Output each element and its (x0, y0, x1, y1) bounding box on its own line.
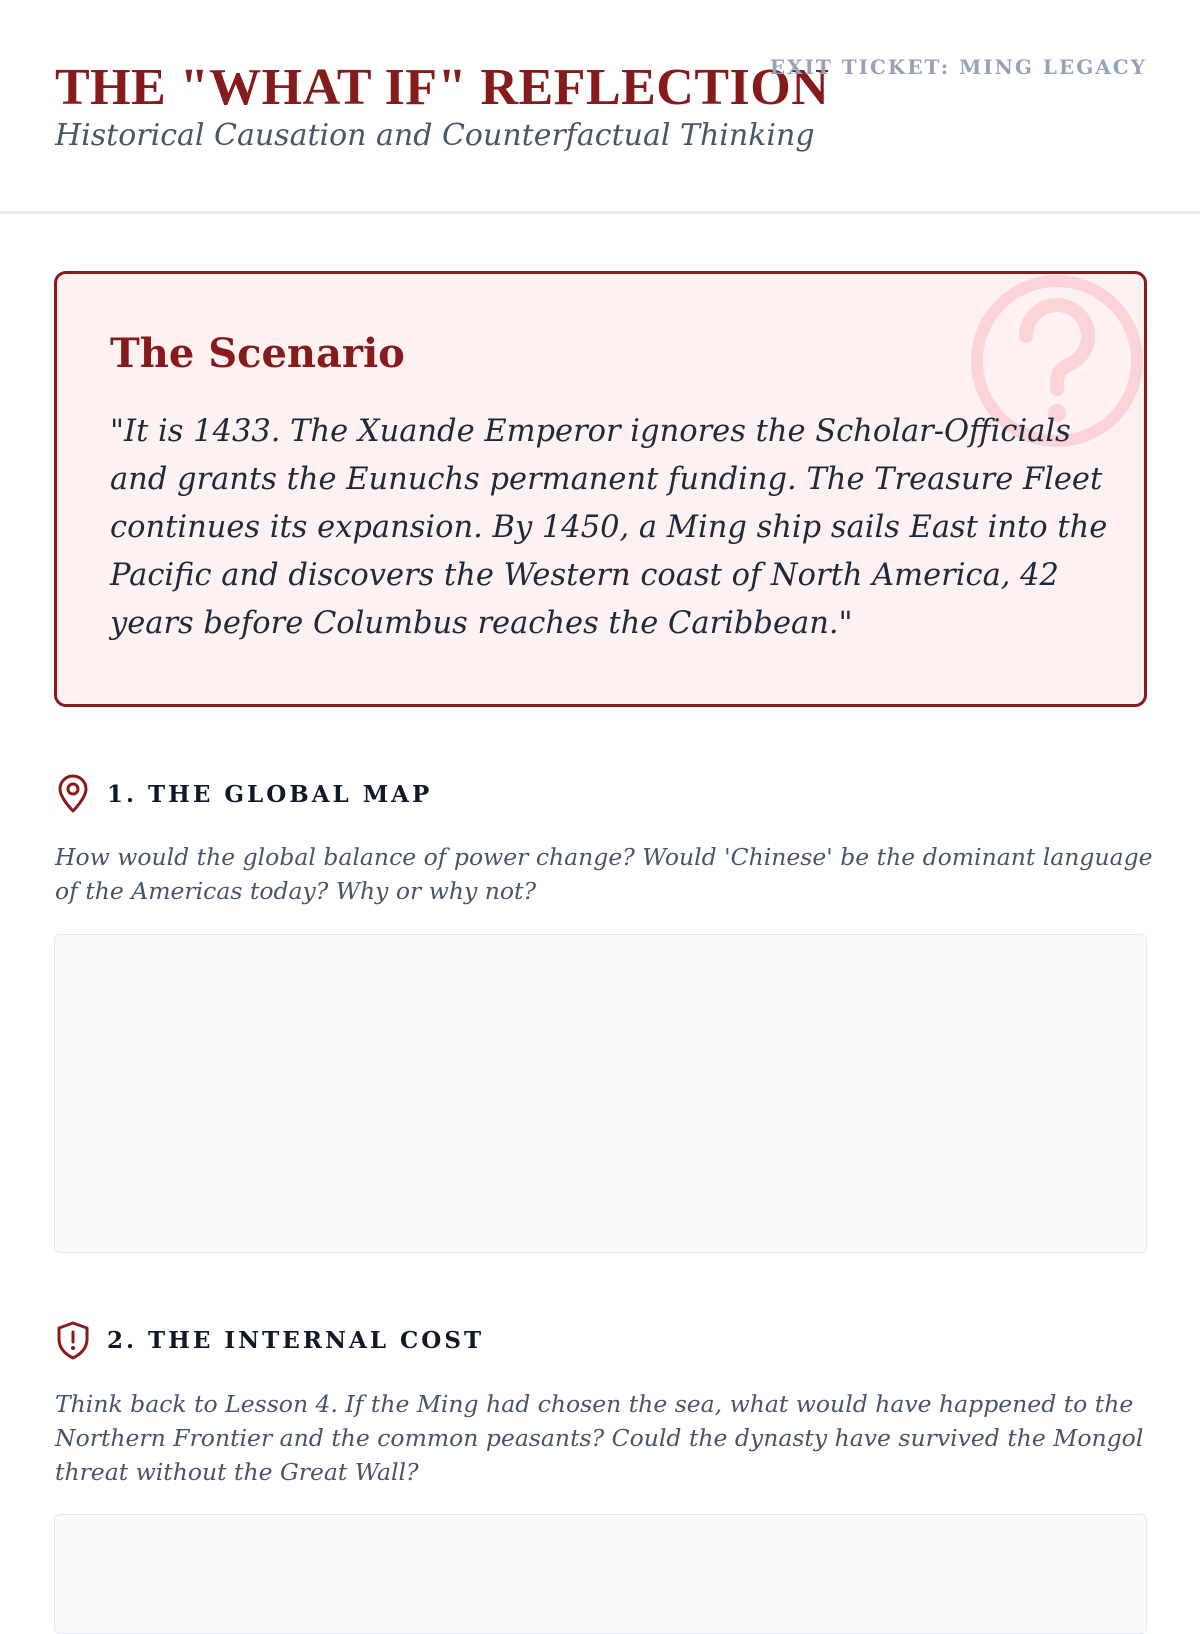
section-internal-cost-heading (55, 1318, 484, 1362)
global-map-answer-field[interactable] (54, 934, 1147, 1253)
section-label: 2. THE INTERNAL COST (107, 1326, 485, 1354)
worksheet-header (0, 0, 1200, 214)
internal-cost-answer-field[interactable] (54, 1514, 1147, 1634)
scenario-title: The Scenario (110, 330, 405, 377)
section-prompt: How would the global balance of power change? Would 'Chinese' be the dominant language of the Americas today? Why or why not? (55, 843, 1153, 905)
section-label: 1. THE GLOBAL MAP (107, 780, 433, 808)
scenario-text: "It is 1433. The Xuande Emperor ignores the Scholar-Officials and grants the Eunuchs permanent funding. The Treasure Fleet continues its expansion. By 1450, a Ming ship sails East into the Pacific and discovers the Western coast of North America, 42 years before Columbus reaches the Caribbean." (110, 414, 1108, 641)
scenario-card (54, 271, 1147, 707)
page-title: THE "WHAT IF" REFLECTION (55, 59, 830, 116)
map-pin-icon (55, 774, 91, 814)
shield-alert-icon (55, 1320, 91, 1360)
page-subtitle: Historical Causation and Counterfactual Thinking (55, 118, 815, 153)
exit-ticket-label: EXIT TICKET: MING LEGACY (769, 55, 1147, 79)
section-prompt: Think back to Lesson 4. If the Ming had chosen the sea, what would have happened to the Northern Frontier and the common peasants? Could the dynasty have survived the Mongol threat without the Great Wall? (55, 1390, 1144, 1486)
section-global-map-heading (55, 772, 432, 816)
